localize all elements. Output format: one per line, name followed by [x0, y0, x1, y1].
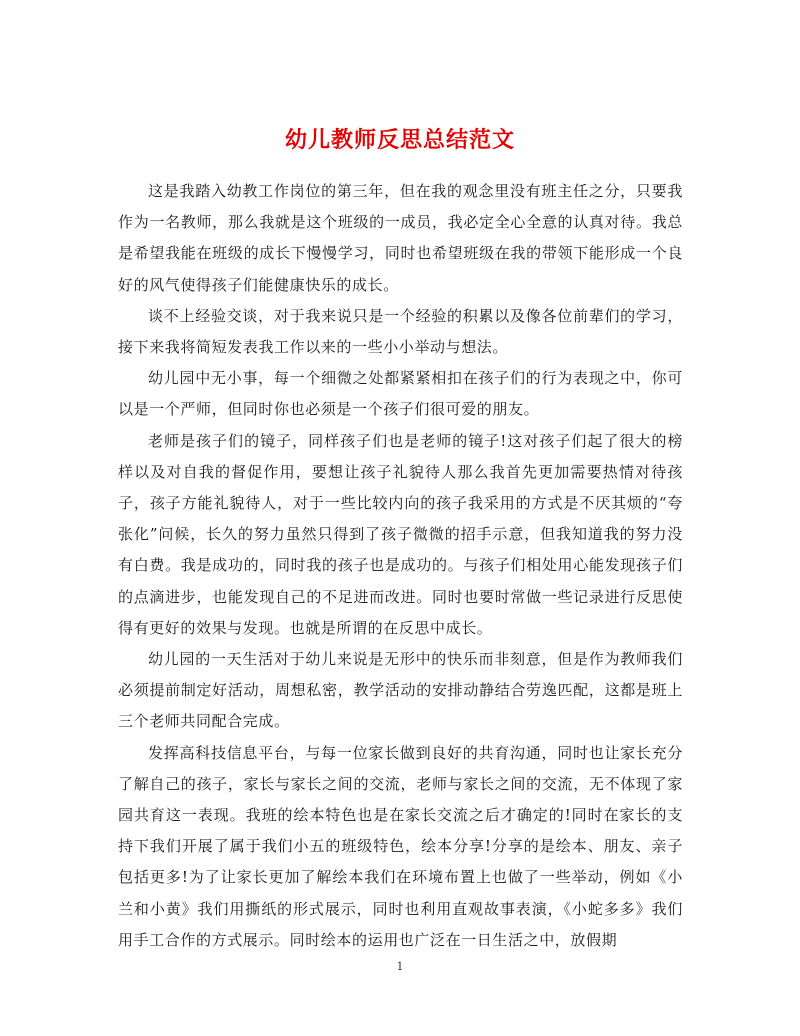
- page-number: 1: [396, 960, 404, 973]
- paragraph: 发挥高科技信息平台，与每一位家长做到良好的共育沟通，同时也让家长充分了解自己的孩子，家长与家长之间的交流，老师与家长之间的交流，无不体现了家园共育这一表现。我班的绘本特色也是在家长交流之后才确定的!同时在家长的支持下我们开展了属于我们小五的班级特色，绘本分享!分享的是绘本、朋友、亲子包括更多!为了让家长更加了解绘本我们在环境布置上也做了一些举动，例如《小兰和小黄》我们用撕纸的形式展示，同时也利用直观故事表演，《小蛇多多》我们用手工合作的方式展示。同时绘本的运用也广泛在一日生活之中，放假期: [118, 743, 683, 949]
- paragraph: 老师是孩子们的镜子，同样孩子们也是老师的镜子!这对孩子们起了很大的榜样以及对自我的督促作用，要想让孩子礼貌待人那么我首先更加需要热情对待孩子，孩子方能礼貌待人，对于一些比较内向的孩子我采用的方式是不厌其烦的“夸张化”问候，长久的努力虽然只得到了孩子微微的招手示意，但我知道我的努力没有白费。我是成功的，同时我的孩子也是成功的。与孩子们相处用心能发现孩子们的点滴进步，也能发现自己的不足进而改进。同时也要时常做一些记录进行反思使得有更好的效果与发现。也就是所谓的在反思中成长。: [118, 431, 683, 637]
- paragraph: 这是我踏入幼教工作岗位的第三年，但在我的观念里没有班主任之分，只要我作为一名教师，那么我就是这个班级的一成员，我必定全心全意的认真对待。我总是希望我能在班级的成长下慢慢学习，同时也希望班级在我的带领下能形成一个良好的风气使得孩子们能健康快乐的成长。: [118, 182, 683, 294]
- paragraph: 幼儿园的一天生活对于幼儿来说是无形中的快乐而非刻意，但是作为教师我们必须提前制定好活动，周想私密，教学活动的安排动静结合劳逸匹配，这都是班上三个老师共同配合完成。: [118, 650, 683, 731]
- document-body: [118, 176, 683, 956]
- document-title: 幼儿教师反思总结范文: [284, 126, 515, 153]
- paragraph: 幼儿园中无小事，每一个细微之处都紧紧相扣在孩子们的行为表现之中，你可以是一个严师，但同时你也必须是一个孩子们很可爱的朋友。: [118, 369, 683, 419]
- paragraph: 谈不上经验交谈，对于我来说只是一个经验的积累以及像各位前辈们的学习，接下来我将简短发表我工作以来的一些小小举动与想法。: [118, 306, 683, 357]
